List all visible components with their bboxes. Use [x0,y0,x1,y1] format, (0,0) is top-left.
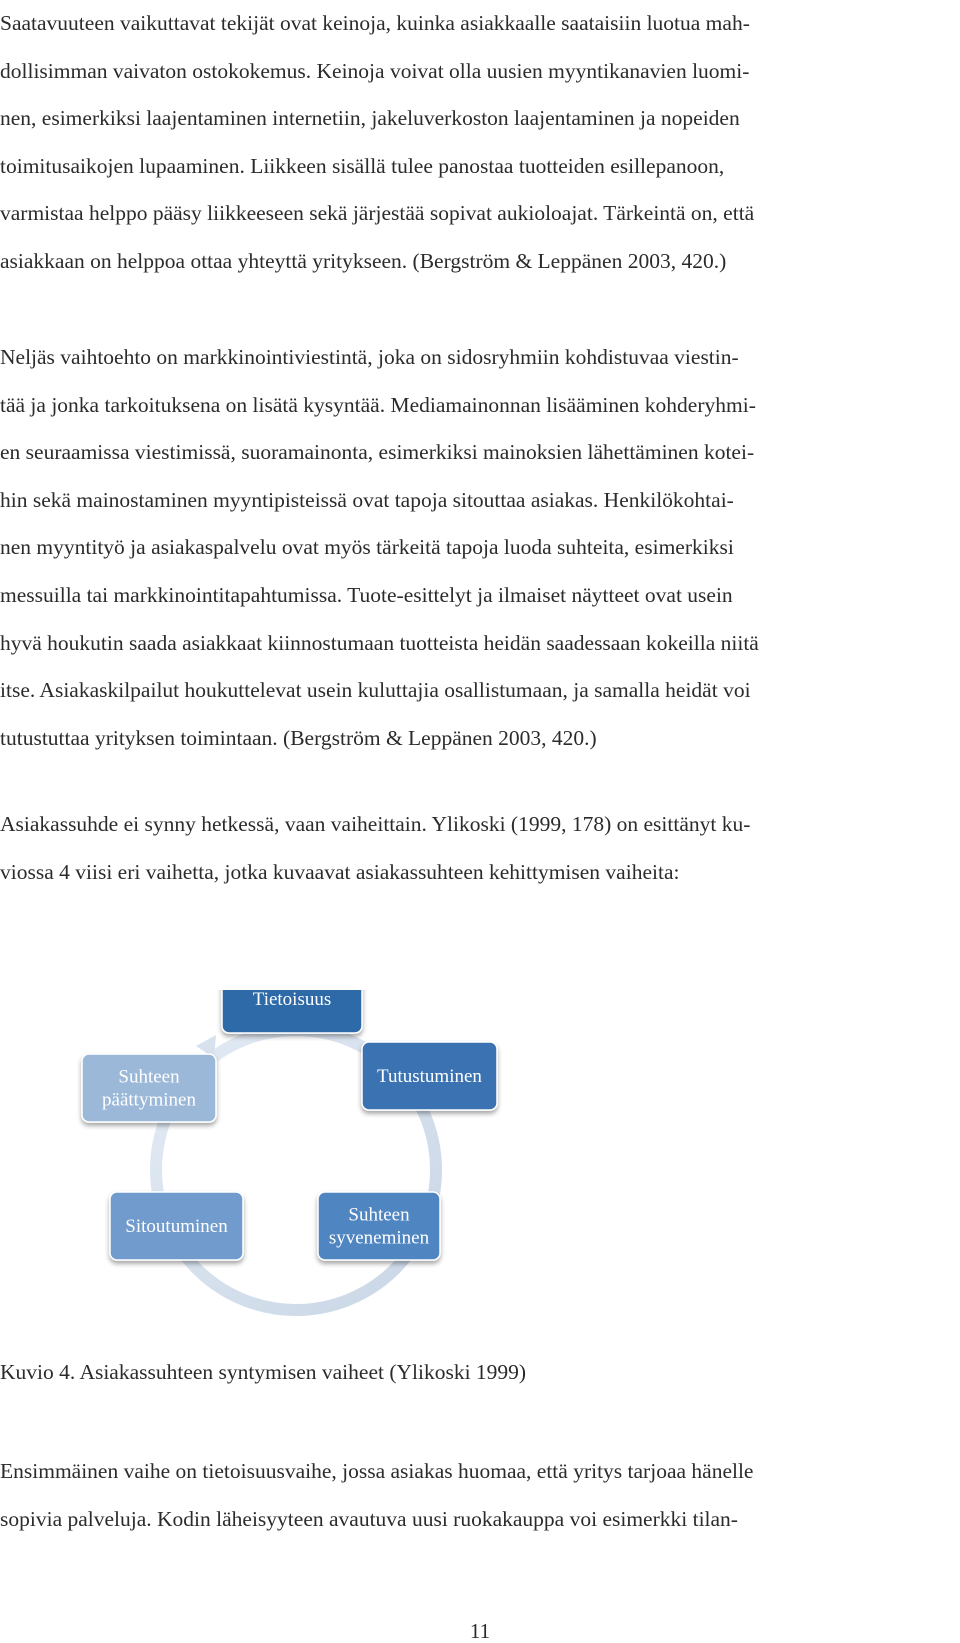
text-line: viossa 4 viisi eri vaihetta, jotka kuvaavat asiakassuhteen kehittymisen vaiheita: [0,859,680,884]
text-line: tutustuttaa yrityksen toimintaan. (Bergström & Leppänen 2003, 420.) [0,725,597,750]
node-label: Suhteen [348,1204,410,1226]
cycle-svg [0,990,960,1350]
node-label: Suhteen [118,1066,180,1088]
text-line: Saatavuuteen vaikuttavat tekijät ovat keinoja, kuinka asiakkaalle saataisiin luotua mah- [0,11,750,35]
text-line: dollisimman vaivaton ostokokemus. Keinoja voivat olla uusien myyntikanavien luomi- [0,58,750,83]
text-line: hin sekä mainostaminen myyntipisteissä ovat tapoja sitouttaa asiakas. Henkilökohtai- [0,487,734,512]
node-box [82,1054,216,1122]
paragraph-availability [0,0,950,286]
paragraph-customer-relationship [0,801,950,896]
text-line: Asiakassuhde ei synny hetkessä, vaan vaiheittain. Ylikoski (1999, 178) on esittänyt ku- [0,812,751,836]
node-label: syveneminen [328,1227,430,1249]
node-suhteen-paattyminen [82,1054,216,1122]
node-label: päättyminen [102,1089,196,1111]
node-tutustuminen [362,1042,497,1110]
text-line: asiakkaan on helppoa ottaa yhteyttä yritykseen. (Bergström & Leppänen 2003, 420.) [0,248,727,273]
node-label: Tietoisuus [252,990,332,1010]
text-line: en seuraamissa viestimissä, suoramainonta, esimerkiksi mainoksien lähettäminen kotei- [0,440,755,465]
text-line: nen myyntityö ja asiakaspalvelu ovat myös tärkeitä tapoja luoda suhteita, esimerkiksi [0,535,734,560]
paragraph-marketing-communication [0,334,950,762]
node-suhteen-syveneminen [318,1192,440,1260]
node-tietoisuus [222,990,362,1033]
text-line: Ensimmäinen vaihe on tietoisuusvaihe, jossa asiakas huomaa, että yritys tarjoaa hänelle [0,1459,754,1483]
node-box [318,1192,440,1260]
figure-caption: Kuvio 4. Asiakassuhteen syntymisen vaiheet (Ylikoski 1999) [0,1360,527,1384]
text-line: tää ja jonka tarkoituksena on lisätä kysyntää. Mediamainonnan lisääminen kohderyhmi- [0,392,756,417]
text-line: itse. Asiakaskilpailut houkuttelevat usein kuluttajia osallistumaan, ja samalla heidät voi [0,678,751,703]
text-line: sopivia palveluja. Kodin läheisyyteen avautuva uusi ruokakauppa voi esimerkki tilan- [0,1506,738,1531]
text-line: toimitusaikojen lupaaminen. Liikkeen sisällä tulee panostaa tuotteiden esillepanoon, [0,153,725,178]
node-sitoutuminen [110,1192,243,1260]
text-line: Neljäs vaihtoehto on markkinointiviestintä, joka on sidosryhmiin kohdistuvaa viestin- [0,345,739,369]
page-number: 11 [469,1619,491,1643]
paragraph-awareness-phase [0,1448,950,1543]
text-line: hyvä houkutin saada asiakkaat kiinnostumaan tuotteista heidän saadessaan kokeilla niitä [0,630,759,655]
text-line: nen, esimerkiksi laajentaminen internetiin, jakeluverkoston laajentaminen ja nopeiden [0,106,740,131]
node-label: Tutustuminen [377,1066,482,1087]
text-line: messuilla tai markkinointitapahtumissa. Tuote-esittelyt ja ilmaiset näytteet ovat usein [0,582,733,607]
relationship-cycle-diagram [0,990,960,1350]
text-line: varmistaa helppo pääsy liikkeeseen sekä järjestää sopivat aukioloajat. Tärkeintä on, että [0,201,755,226]
node-label: Sitoutuminen [125,1216,228,1237]
